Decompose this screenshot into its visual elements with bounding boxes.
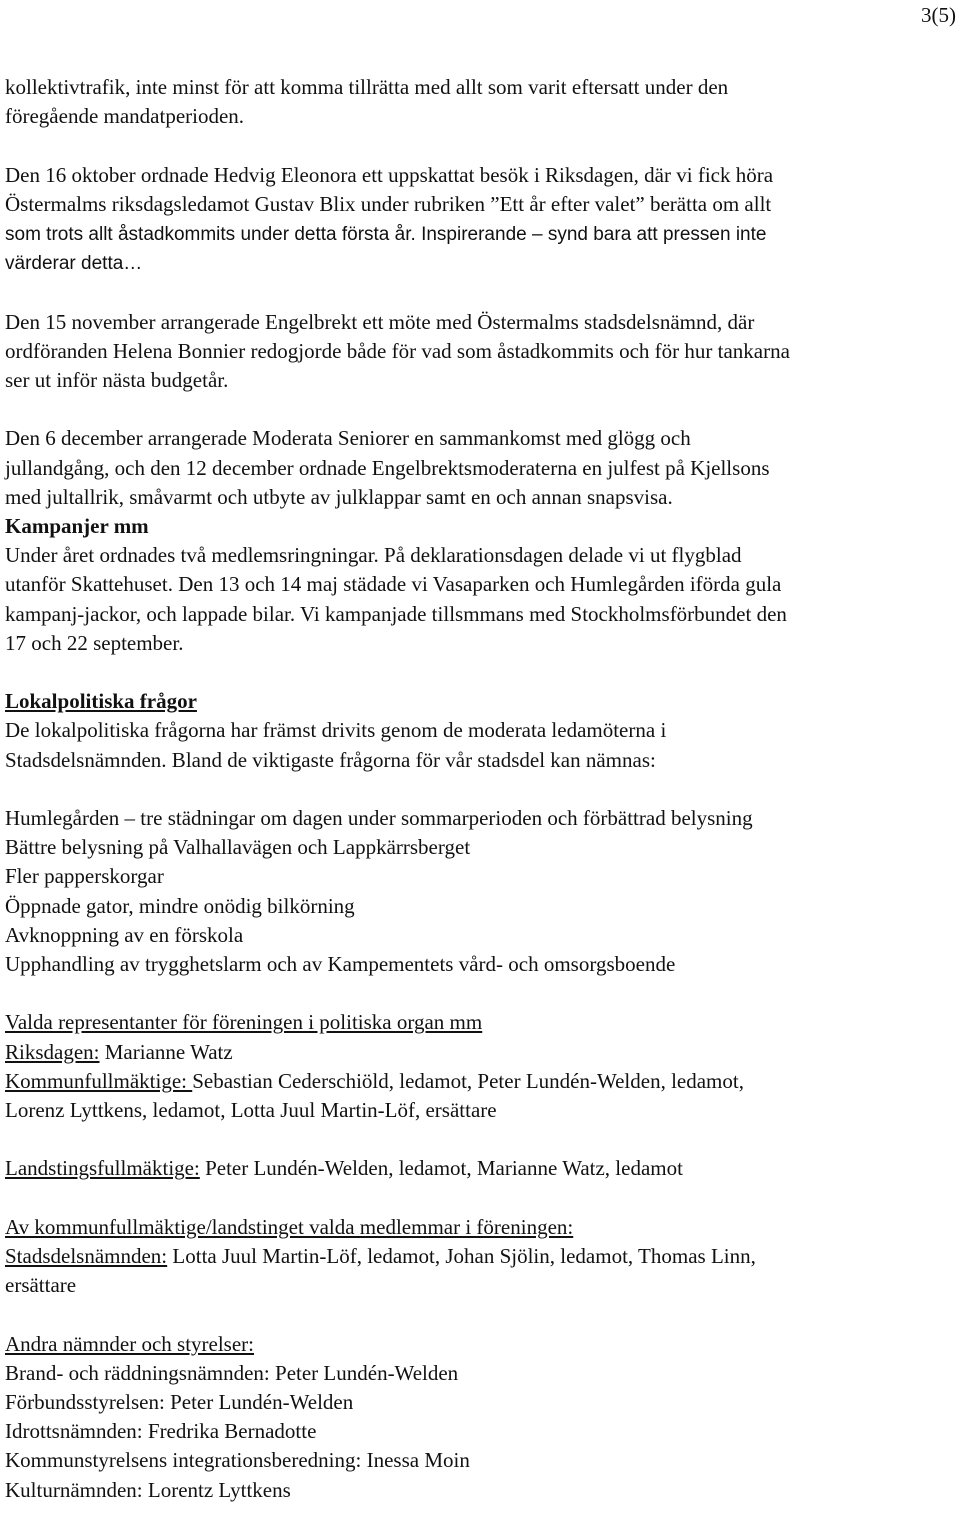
- kommunfullmaktige-row: [5, 1067, 955, 1096]
- december-events-line: med jultallrik, småvarmt och utbyte av julklappar samt en och annan snapsvisa.: [5, 484, 673, 509]
- riksdagen-label: Riksdagen:: [5, 1039, 100, 1064]
- local-politics-heading: Lokalpolitiska frågor: [5, 689, 197, 714]
- local-issue-item: Bättre belysning på Valhallavägen och Lappkärrsberget: [5, 835, 471, 860]
- campaigns-heading: Kampanjer mm: [5, 514, 149, 538]
- riksdagen-value: Marianne Watz: [99, 1039, 233, 1064]
- riksdag-visit-line: Den 16 oktober ordnade Hedvig Eleonora ett uppskattat besök i Riksdagen, där vi fick höra: [5, 162, 774, 187]
- other-boards-heading: Andra nämnder och styrelser:: [5, 1331, 254, 1356]
- campaigns-line: 17 och 22 september.: [5, 630, 184, 655]
- riksdag-visit-line: värderar detta…: [5, 253, 143, 275]
- local-issue-item: Avknoppning av en förskola: [5, 922, 244, 947]
- intro-line: kollektivtrafik, inte minst för att komma tillrätta med allt som varit eftersatt under den: [5, 75, 729, 99]
- riksdagen-row: [5, 1038, 955, 1067]
- intro-line: föregående mandatperioden.: [5, 104, 245, 129]
- page-number: 3(5): [921, 3, 956, 27]
- local-issue-item: Upphandling av trygghetslarm och av Kampementets vård- och omsorgsboende: [5, 952, 676, 977]
- riksdag-visit-text: Inspirerande – synd bara att pressen inte: [415, 224, 767, 245]
- local-issue-item: Öppnade gator, mindre onödig bilkörning: [5, 893, 355, 918]
- riksdag-visit-line: Östermalms riksdagsledamot Gustav Blix under rubriken ”Ett år efter valet” berätta om allt: [5, 191, 772, 216]
- other-board-item: Förbundsstyrelsen: Peter Lundén-Welden: [5, 1390, 354, 1414]
- stadsdelsnamnden-row: [5, 1242, 955, 1271]
- local-politics-line: Stadsdelsnämnden. Bland de viktigaste frågorna för vår stadsdel kan nämnas:: [5, 747, 656, 772]
- engelbrekt-meeting-line: Den 15 november arrangerade Engelbrekt ett möte med Östermalms stadsdelsnämnd, där: [5, 309, 755, 334]
- other-board-item: Brand- och räddningsnämnden: Peter Lundén-Welden: [5, 1360, 459, 1385]
- document-body: [5, 73, 955, 1505]
- riksdag-visit-text: som trots allt åstadkommits under detta första år.: [5, 224, 416, 245]
- landstingsfullmaktige-value: Peter Lundén-Welden, ledamot, Marianne Watz, ledamot: [199, 1156, 683, 1181]
- engelbrekt-meeting-line: ser ut inför nästa budgetår.: [5, 368, 229, 392]
- kommunfullmaktige-value: Sebastian Cederschiöld, ledamot, Peter Lundén-Welden, ledamot,: [192, 1068, 744, 1093]
- other-board-item: Kulturnämnden: Lorentz Lyttkens: [5, 1477, 291, 1502]
- landstingsfullmaktige-row: [5, 1154, 955, 1183]
- december-events-line: Den 6 december arrangerade Moderata Seniorer en sammankomst med glögg och: [5, 426, 691, 451]
- local-politics-line: De lokalpolitiska frågorna har främst drivits genom de moderata ledamöterna i: [5, 718, 667, 743]
- landstingsfullmaktige-label: Landstingsfullmäktige:: [5, 1156, 200, 1181]
- engelbrekt-meeting-line: ordföranden Helena Bonnier redogjorde både för vad som åstadkommits och för hur tankarna: [5, 338, 790, 363]
- other-board-item: Idrottsnämnden: Fredrika Bernadotte: [5, 1419, 317, 1444]
- elected-members-heading: Av kommunfullmäktige/landstinget valda medlemmar i föreningen:: [5, 1214, 574, 1239]
- representatives-heading: Valda representanter för föreningen i politiska organ mm: [5, 1010, 483, 1035]
- local-issue-item: Fler papperskorgar: [5, 864, 164, 889]
- kommunfullmaktige-value: Lorenz Lyttkens, ledamot, Lotta Juul Martin-Löf, ersättare: [5, 1098, 497, 1123]
- stadsdelsnamnden-value: ersättare: [5, 1273, 77, 1298]
- kommunfullmaktige-label: Kommunfullmäktige:: [5, 1068, 193, 1093]
- campaigns-line: Under året ordnades två medlemsringningar. På deklarationsdagen delade vi ut flygblad: [5, 543, 742, 568]
- december-events-line: jullandgång, och den 12 december ordnade Engelbrektsmoderaterna en julfest på Kjellsons: [5, 455, 770, 480]
- other-board-item: Kommunstyrelsens integrationsberedning: Inessa Moin: [5, 1448, 470, 1473]
- campaigns-line: utanför Skattehuset. Den 13 och 14 maj städade vi Vasaparken och Humlegården iförda gula: [5, 572, 782, 597]
- stadsdelsnamnden-value: Lotta Juul Martin-Löf, ledamot, Johan Sjölin, ledamot, Thomas Linn,: [167, 1244, 756, 1268]
- local-issue-item: Humlegården – tre städningar om dagen under sommarperioden och förbättrad belysning: [5, 806, 753, 830]
- riksdag-visit-line: [5, 219, 955, 249]
- stadsdelsnamnden-label: Stadsdelsnämnden:: [5, 1244, 168, 1268]
- campaigns-line: kampanj-jackor, och lappade bilar. Vi kampanjade tillsmmans med Stockholmsförbundet den: [5, 601, 787, 626]
